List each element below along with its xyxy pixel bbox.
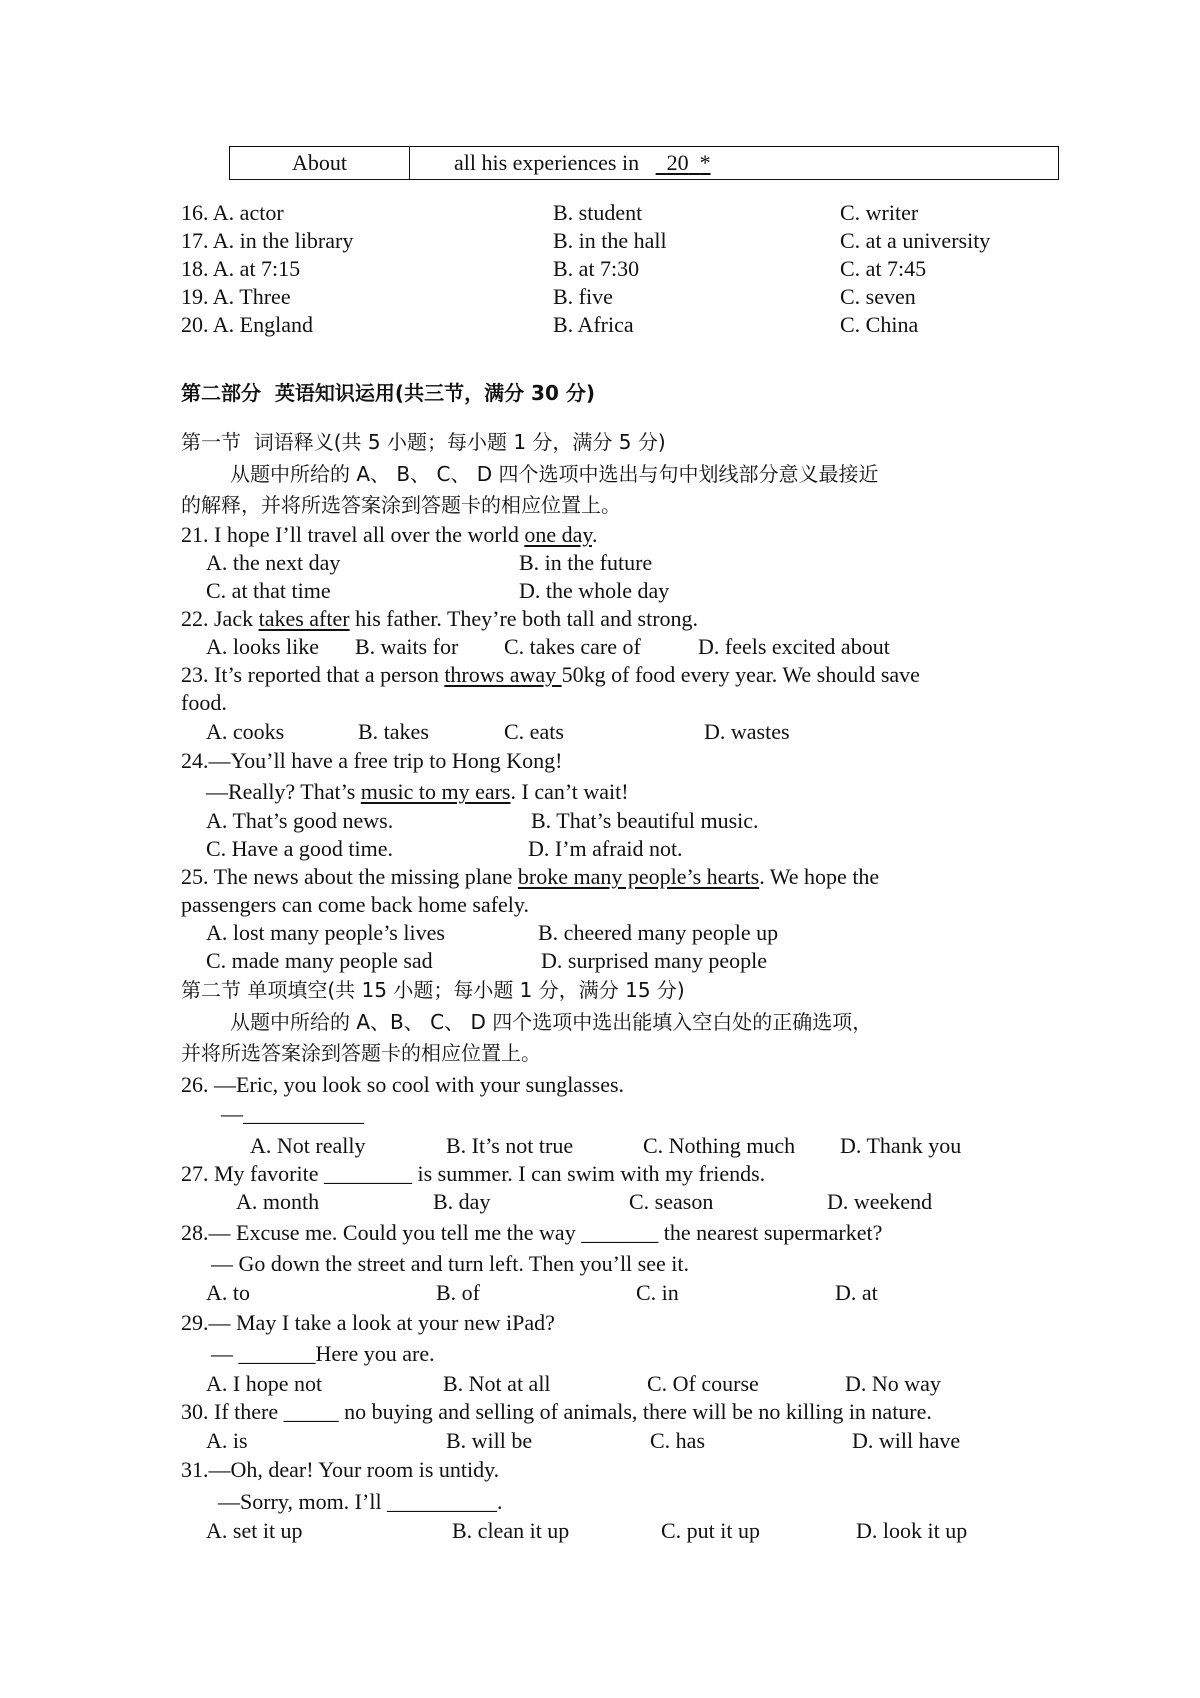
option-26-b: B. It’s not true xyxy=(446,1133,574,1158)
blank-star: * xyxy=(699,150,711,175)
question-23: 23. It’s reported that a person throws away 50kg of food every year. We should save xyxy=(181,662,920,687)
question-16-b: B. student xyxy=(553,200,643,225)
underlined-phrase: throws away xyxy=(444,662,562,687)
option-29-c: C. Of course xyxy=(647,1371,759,1396)
question-26-line2: —___________ xyxy=(221,1101,364,1126)
question-22: 22. Jack takes after his father. They’re both tall and strong. xyxy=(181,606,699,631)
option-24-b: B. That’s beautiful music. xyxy=(531,808,759,833)
question-31-line1: 31.—Oh, dear! Your room is untidy. xyxy=(181,1457,500,1482)
question-23-line2: food. xyxy=(181,690,227,715)
option-22-a: A. looks like xyxy=(206,634,320,659)
option-28-b: B. of xyxy=(436,1280,480,1305)
option-23-d: D. wastes xyxy=(704,719,790,744)
question-26-line1: 26. —Eric, you look so cool with your sunglasses. xyxy=(181,1072,625,1097)
option-27-c: C. season xyxy=(629,1189,714,1214)
option-23-b: B. takes xyxy=(358,719,429,744)
option-21-d: D. the whole day xyxy=(519,578,670,603)
underlined-phrase: takes after xyxy=(258,606,350,631)
question-17-b: B. in the hall xyxy=(553,228,667,253)
question-17-a: 17. A. in the library xyxy=(181,228,354,253)
blank-20 xyxy=(656,150,711,175)
option-22-b: B. waits for xyxy=(355,634,459,659)
option-31-c: C. put it up xyxy=(661,1518,761,1543)
question-25: 25. The news about the missing plane broke many people’s hearts. We hope the xyxy=(181,864,880,889)
question-17-c: C. at a university xyxy=(840,228,991,253)
question-18-c: C. at 7:45 xyxy=(840,256,927,281)
option-28-d: D. at xyxy=(835,1280,878,1305)
question-29-line1: 29.— May I take a look at your new iPad? xyxy=(181,1310,555,1335)
section2-instructions-line2: 并将所选答案涂到答题卡的相应位置上。 xyxy=(181,1041,541,1065)
question-24-line1: 24.—You’ll have a free trip to Hong Kong! xyxy=(181,748,563,773)
option-27-b: B. day xyxy=(433,1189,491,1214)
option-29-b: B. Not at all xyxy=(443,1371,551,1396)
option-26-c: C. Nothing much xyxy=(643,1133,796,1158)
question-31-line2: —Sorry, mom. I’ll __________. xyxy=(218,1489,503,1514)
option-29-a: A. I hope not xyxy=(206,1371,323,1396)
option-22-c: C. takes care of xyxy=(504,634,641,659)
option-25-a: A. lost many people’s lives xyxy=(206,920,445,945)
question-20-b: B. Africa xyxy=(553,312,634,337)
underlined-phrase: broke many people’s hearts xyxy=(517,864,760,889)
underlined-phrase: one day xyxy=(524,522,592,547)
option-30-a: A. is xyxy=(206,1428,248,1453)
table-cell-text: all his experiences in xyxy=(454,150,640,175)
section1-title: 第一节 词语释义(共 5 小题；每小题 1 分，满分 5 分) xyxy=(181,430,666,454)
blank-number: 20 xyxy=(666,150,689,175)
option-24-c: C. Have a good time. xyxy=(206,836,393,861)
part2-heading: 第二部分 英语知识运用(共三节，满分 30 分) xyxy=(181,381,595,405)
option-30-c: C. has xyxy=(650,1428,705,1453)
option-24-a: A. That’s good news. xyxy=(206,808,394,833)
answer-table-row xyxy=(229,146,1059,180)
question-16-a: 16. A. actor xyxy=(181,200,284,225)
option-28-a: A. to xyxy=(206,1280,250,1305)
question-19-a: 19. A. Three xyxy=(181,284,291,309)
option-28-c: C. in xyxy=(636,1280,679,1305)
question-18-a: 18. A. at 7:15 xyxy=(181,256,301,281)
option-31-b: B. clean it up xyxy=(452,1518,570,1543)
option-25-d: D. surprised many people xyxy=(541,948,768,973)
table-cell-experiences xyxy=(454,149,711,177)
option-23-a: A. cooks xyxy=(206,719,285,744)
question-25-line2: passengers can come back home safely. xyxy=(181,892,529,917)
option-23-c: C. eats xyxy=(504,719,564,744)
option-21-c: C. at that time xyxy=(206,578,331,603)
option-30-b: B. will be xyxy=(446,1428,533,1453)
question-18-b: B. at 7:30 xyxy=(553,256,640,281)
option-24-d: D. I’m afraid not. xyxy=(528,836,683,861)
option-21-a: A. the next day xyxy=(206,550,341,575)
question-20-a: 20. A. England xyxy=(181,312,313,337)
question-20-c: C. China xyxy=(840,312,919,337)
option-30-d: D. will have xyxy=(852,1428,961,1453)
question-21: 21. I hope I’ll travel all over the world one day. xyxy=(181,522,598,547)
option-21-b: B. in the future xyxy=(519,550,653,575)
question-28-line1: 28.— Excuse me. Could you tell me the way _______ the nearest supermarket? xyxy=(181,1220,883,1245)
option-26-a: A. Not really xyxy=(250,1133,366,1158)
table-cell-about: About xyxy=(292,150,347,175)
option-31-a: A. set it up xyxy=(206,1518,303,1543)
option-25-c: C. made many people sad xyxy=(206,948,433,973)
option-25-b: B. cheered many people up xyxy=(538,920,779,945)
section2-title: 第二节 单项填空(共 15 小题；每小题 1 分，满分 15 分) xyxy=(181,978,685,1002)
section1-instructions-line2: 的解释，并将所选答案涂到答题卡的相应位置上。 xyxy=(181,493,621,517)
option-27-a: A. month xyxy=(236,1189,320,1214)
question-19-b: B. five xyxy=(553,284,613,309)
option-22-d: D. feels excited about xyxy=(698,634,890,659)
option-29-d: D. No way xyxy=(845,1371,941,1396)
question-24-line2: —Really? That’s music to my ears. I can’t wait! xyxy=(206,779,629,804)
question-30: 30. If there _____ no buying and selling of animals, there will be no killing in nature. xyxy=(181,1399,932,1424)
option-31-d: D. look it up xyxy=(856,1518,968,1543)
underlined-phrase: music to my ears xyxy=(360,779,511,804)
question-27: 27. My favorite ________ is summer. I can swim with my friends. xyxy=(181,1161,766,1186)
table-divider xyxy=(409,147,410,179)
option-27-d: D. weekend xyxy=(827,1189,933,1214)
section2-instructions-line1: 从题中所给的 A、B、 C、 D 四个选项中选出能填入空白处的正确选项， xyxy=(230,1010,873,1034)
question-29-line2: — _______Here you are. xyxy=(211,1341,435,1366)
question-16-c: C. writer xyxy=(840,200,919,225)
question-28-line2: — Go down the street and turn left. Then you’ll see it. xyxy=(211,1251,689,1276)
option-26-d: D. Thank you xyxy=(840,1133,962,1158)
section1-instructions-line1: 从题中所给的 A、 B、 C、 D 四个选项中选出与句中划线部分意义最接近 xyxy=(230,462,879,486)
question-19-c: C. seven xyxy=(840,284,916,309)
